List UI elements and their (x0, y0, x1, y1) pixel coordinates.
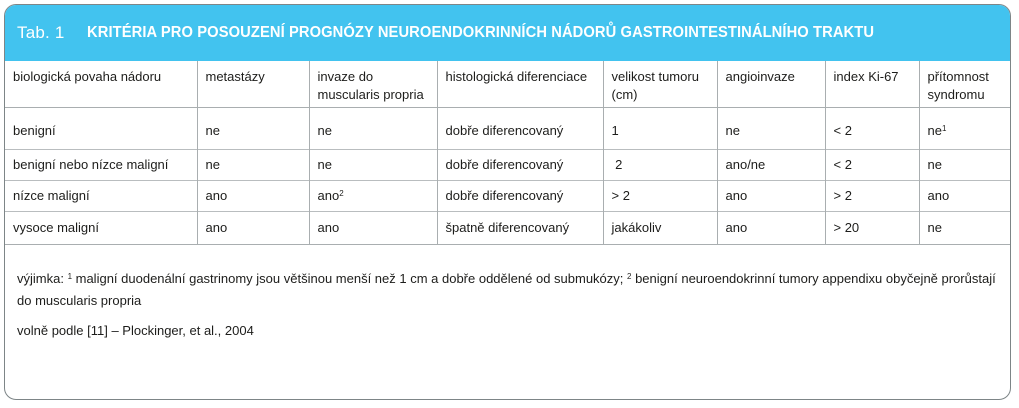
table-row (5, 211, 1011, 244)
table-header-row (5, 61, 1011, 107)
note-text: benigní neuroendokrinní tumory appendixu obyčejně prorůstají do muscularis propria (17, 270, 996, 308)
table-cell: 2 (603, 149, 717, 180)
table-cell: ano (309, 211, 437, 244)
note-text: výjimka: (17, 270, 68, 286)
table-cell: benigní nebo nízce maligní (5, 149, 197, 180)
column-header: přítomnost syndromu (927, 69, 989, 102)
table-cell: < 2 (825, 149, 919, 180)
table-row (5, 107, 1011, 149)
table-cell: < 2 (825, 107, 919, 149)
table-cell: dobře diferencovaný (437, 149, 603, 180)
table-cell: 1 (603, 107, 717, 149)
table-cell: jakákoliv (603, 211, 717, 244)
table-cell: ano (717, 180, 825, 211)
table-cell: ne (717, 107, 825, 149)
footnote-marker: 1 (67, 271, 73, 281)
cell-text: ano (317, 187, 340, 203)
footnote-marker: 2 (339, 188, 344, 198)
prognosis-table (5, 61, 1011, 245)
table-number: Tab. 1 (17, 23, 65, 42)
table-cell: ne (927, 219, 942, 235)
column-header: velikost tumoru (cm) (603, 61, 717, 107)
table-cell: ano (197, 211, 309, 244)
column-header: angioinvaze (717, 61, 825, 107)
table-cell: ano (717, 211, 825, 244)
table-card (4, 4, 1011, 400)
table-cell: > 2 (825, 180, 919, 211)
cell-text: ne (927, 123, 942, 138)
table-header-bar (5, 5, 1010, 61)
table-row (5, 149, 1011, 180)
table-cell: ne (309, 107, 437, 149)
note-text: maligní duodenální gastrinomy jsou většinou menší než 1 cm a dobře oddělené od submukózy; (72, 270, 628, 286)
table-cell: ne (927, 156, 942, 172)
table-cell: vysoce maligní (5, 211, 197, 244)
footnote-marker: 1 (941, 124, 947, 133)
footnote-marker: 2 (627, 271, 632, 281)
column-header: metastázy (197, 61, 309, 107)
table-cell: špatně diferencovaný (437, 211, 603, 244)
table-cell: ano (197, 180, 309, 211)
table-cell: ano/ne (717, 149, 825, 180)
column-header: index Ki-67 (825, 61, 919, 107)
column-header: biologická povaha nádoru (5, 61, 197, 107)
table-cell (919, 107, 1011, 149)
table-cell: nízce maligní (5, 180, 197, 211)
table-row (5, 180, 1011, 211)
table-cell: ne (309, 149, 437, 180)
table-cell: ano (927, 187, 950, 203)
exception-note (17, 268, 998, 312)
table-title: KRITÉRIA PRO POSOUZENÍ PROGNÓZY NEUROENDOKRINNÍCH NÁDORŮ GASTROINTESTINÁLNÍHO TRAKTU (87, 24, 875, 41)
column-header: histologická diferenciace (437, 61, 603, 107)
table-cell: dobře diferencovaný (437, 180, 603, 211)
source-note: volně podle [11] – Plockinger, et al., 2004 (17, 322, 254, 338)
table-cell: benigní (5, 107, 197, 149)
column-header: invaze do muscularis propria (309, 61, 437, 107)
table-cell (309, 180, 437, 211)
table-cell: ne (197, 107, 309, 149)
table-cell: > 20 (825, 211, 919, 244)
table-notes (5, 268, 1010, 338)
table-cell: > 2 (603, 180, 717, 211)
table-cell: ne (197, 149, 309, 180)
table-cell: dobře diferencovaný (437, 107, 603, 149)
